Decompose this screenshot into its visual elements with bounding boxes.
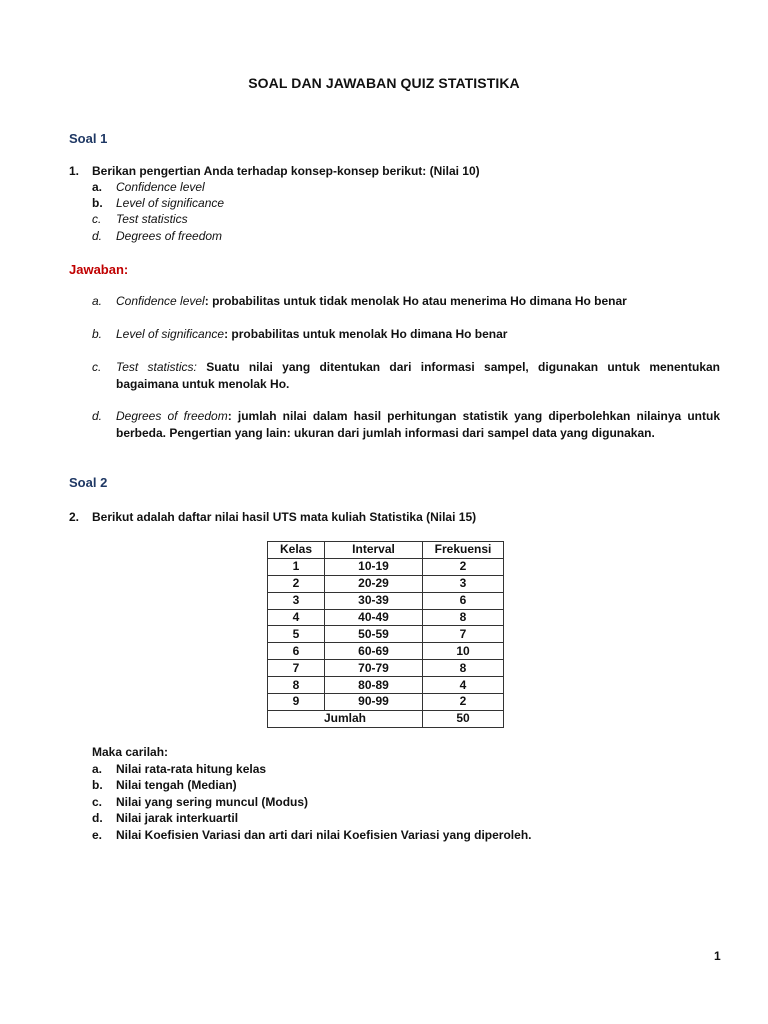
table-row [268, 643, 504, 660]
answer-body: probabilitas untuk tidak menolak Ho atau menerima Ho dimana Ho benar [212, 294, 627, 308]
cell-interval: 80-89 [325, 677, 423, 694]
frequency-table [267, 541, 504, 728]
answer-term: Degrees of freedom [116, 409, 228, 423]
task-label: b. [92, 778, 103, 792]
cell-kelas: 6 [268, 643, 325, 660]
item-text: Confidence level [116, 180, 205, 194]
table-row [268, 677, 504, 694]
total-label: Jumlah [268, 710, 423, 727]
table-row [268, 575, 504, 592]
cell-interval: 30-39 [325, 592, 423, 609]
item-label: c. [92, 212, 102, 226]
answer-text [116, 326, 720, 343]
cell-interval: 40-49 [325, 609, 423, 626]
answer-term: Level of significance [116, 327, 225, 341]
soal-2-heading: Soal 2 [69, 475, 108, 490]
question-1-number: 1. [69, 164, 80, 178]
table-row [268, 609, 504, 626]
answer-term: Test statistics: [116, 360, 197, 374]
cell-frekuensi: 2 [423, 694, 504, 711]
task-text: Nilai rata-rata hitung kelas [116, 762, 267, 776]
cell-frekuensi: 7 [423, 626, 504, 643]
question-1-text: Berikan pengertian Anda terhadap konsep-konsep berikut: (Nilai 10) [92, 164, 480, 178]
column-header-interval: Interval [325, 542, 423, 559]
cell-frekuensi: 3 [423, 575, 504, 592]
page-number: 1 [714, 949, 721, 963]
answer-label: d. [92, 409, 103, 423]
cell-frekuensi: 8 [423, 609, 504, 626]
answer-body: jumlah nilai dalam hasil perhitungan statistik yang diperbolehkan nilainya untuk berbeda. Pengertian yang lain: ukuran dari jumlah informasi dari sampel data yang digunakan. [116, 409, 720, 440]
cell-frekuensi: 2 [423, 558, 504, 575]
item-label: a. [92, 180, 103, 194]
cell-kelas: 2 [268, 575, 325, 592]
answer-body: Suatu nilai yang ditentukan dari informasi sampel, digunakan untuk menentukan bagaimana untuk menolak Ho. [116, 360, 720, 391]
task-label: e. [92, 828, 103, 842]
cell-kelas: 7 [268, 660, 325, 677]
cell-kelas: 9 [268, 694, 325, 711]
answer-term: Confidence level [116, 294, 205, 308]
item-text: Level of significance [116, 196, 225, 210]
table-row [268, 626, 504, 643]
answer-body: probabilitas untuk menolak Ho dimana Ho benar [231, 327, 508, 341]
answer-label: c. [92, 360, 102, 374]
cell-interval: 50-59 [325, 626, 423, 643]
item-label: b. [92, 196, 103, 210]
cell-interval: 70-79 [325, 660, 423, 677]
document-title: SOAL DAN JAWABAN QUIZ STATISTIKA [248, 75, 520, 91]
cell-frekuensi: 6 [423, 592, 504, 609]
answer-sep: : [227, 409, 238, 423]
task-text: Nilai jarak interkuartil [116, 811, 239, 825]
cell-frekuensi: 8 [423, 660, 504, 677]
cell-interval: 20-29 [325, 575, 423, 592]
cell-kelas: 3 [268, 592, 325, 609]
table-total-row [268, 710, 504, 727]
item-text: Test statistics [116, 212, 188, 226]
answer-text [116, 359, 720, 392]
task-label: c. [92, 795, 103, 809]
question-2-number: 2. [69, 510, 80, 524]
cell-kelas: 4 [268, 609, 325, 626]
answer-sep: : [224, 327, 232, 341]
cell-interval: 60-69 [325, 643, 423, 660]
cell-kelas: 8 [268, 677, 325, 694]
answer-text [116, 293, 720, 310]
column-header-kelas: Kelas [268, 542, 325, 559]
answer-label: b. [92, 327, 103, 341]
task-text: Nilai tengah (Median) [116, 778, 237, 792]
table-row [268, 592, 504, 609]
answer-heading: Jawaban: [69, 262, 129, 277]
tasks-prompt: Maka carilah: [92, 745, 169, 759]
cell-kelas: 1 [268, 558, 325, 575]
cell-kelas: 5 [268, 626, 325, 643]
cell-interval: 10-19 [325, 558, 423, 575]
cell-frekuensi: 10 [423, 643, 504, 660]
item-label: d. [92, 229, 103, 243]
table-header-row [268, 542, 504, 559]
task-label: a. [92, 762, 103, 776]
answer-label: a. [92, 294, 103, 308]
answer-sep [197, 360, 206, 374]
table-row [268, 694, 504, 711]
task-text: Nilai yang sering muncul (Modus) [116, 795, 309, 809]
table-row [268, 558, 504, 575]
item-text: Degrees of freedom [116, 229, 223, 243]
table-row [268, 660, 504, 677]
total-value: 50 [423, 710, 504, 727]
task-label: d. [92, 811, 103, 825]
cell-frekuensi: 4 [423, 677, 504, 694]
answer-text [116, 408, 720, 441]
soal-1-heading: Soal 1 [69, 131, 108, 146]
task-text: Nilai Koefisien Variasi dan arti dari nilai Koefisien Variasi yang diperoleh. [116, 828, 532, 842]
cell-interval: 90-99 [325, 694, 423, 711]
column-header-frekuensi: Frekuensi [423, 542, 504, 559]
answer-sep: : [204, 294, 213, 308]
question-2-text: Berikut adalah daftar nilai hasil UTS mata kuliah Statistika (Nilai 15) [92, 510, 477, 524]
